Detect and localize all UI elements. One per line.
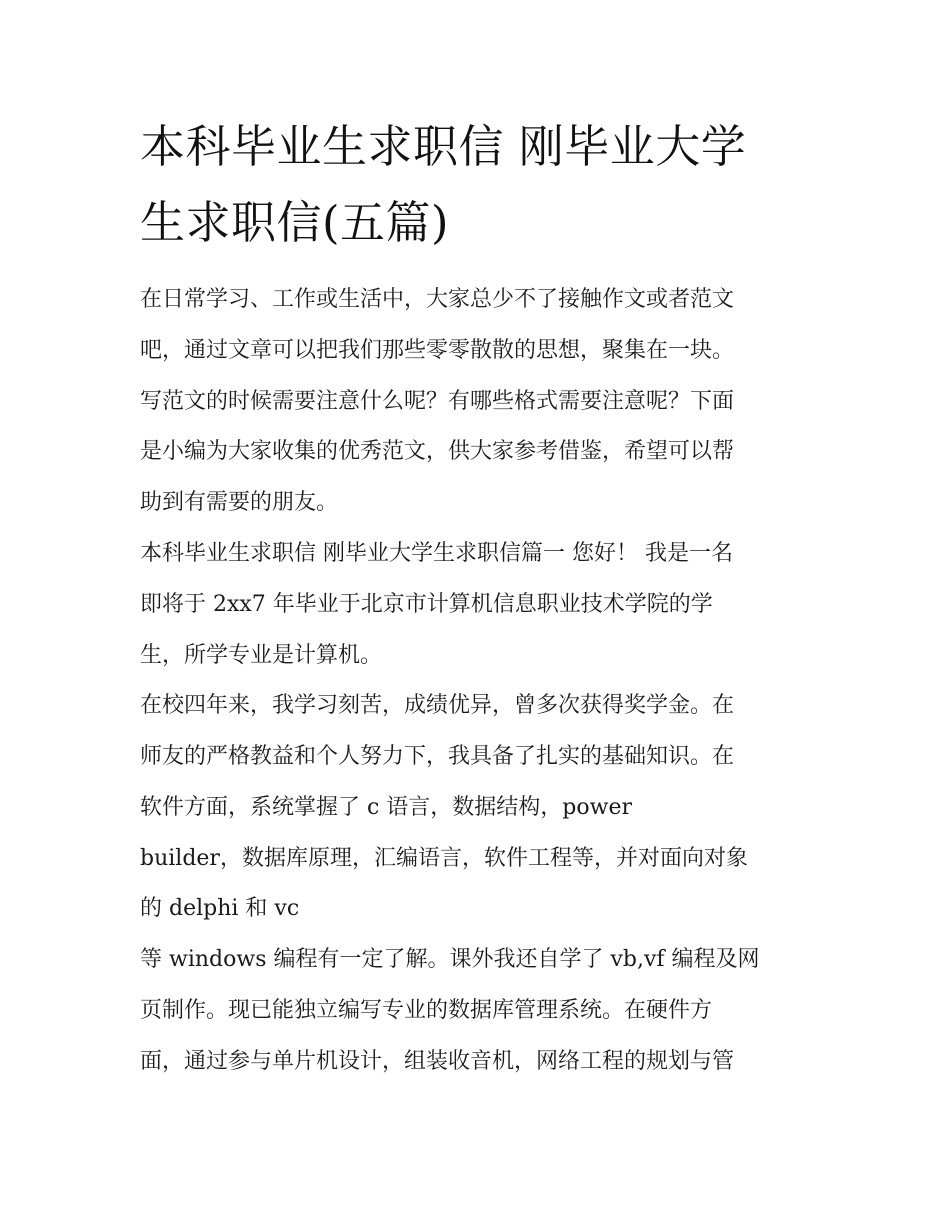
paragraph-line: 软件方面，系统掌握了 c 语言，数据结构，power <box>140 795 633 820</box>
paragraph-line: 写范文的时候需要注意什么呢？有哪些格式需要注意呢？下面 <box>140 389 735 414</box>
paragraph-line: 生，所学专业是计算机。 <box>140 643 383 668</box>
document-title-line-2: 生求职信(五篇) <box>140 196 450 249</box>
paragraph-line: 的 delphi 和 vc <box>140 896 300 921</box>
paragraph-line: 吧，通过文章可以把我们那些零零散散的思想，聚集在一块。 <box>140 338 735 363</box>
paragraph-line: 等 windows 编程有一定了解。课外我还自学了 vb,vf 编程及网 <box>140 947 760 972</box>
paragraph-line: 在日常学习、工作或生活中，大家总少不了接触作文或者范文 <box>140 287 735 312</box>
paragraph-line: 师友的严格教益和个人努力下，我具备了扎实的基础知识。在 <box>140 744 735 769</box>
paragraph-line: 助到有需要的朋友。 <box>140 490 339 515</box>
paragraph-line: 面，通过参与单片机设计，组装收音机，网络工程的规划与管 <box>140 1049 735 1074</box>
paragraph-line: 本科毕业生求职信 刚毕业大学生求职信篇一 您好！ 我是一名 <box>140 541 733 566</box>
paragraph-line: 在校四年来，我学习刻苦，成绩优异，曾多次获得奖学金。在 <box>140 693 735 718</box>
paragraph-line: builder，数据库原理，汇编语言，软件工程等，并对面向对象 <box>140 846 748 871</box>
document-title-line-1: 本科毕业生求职信 刚毕业大学 <box>140 120 747 173</box>
paragraph-line: 页制作。现已能独立编写专业的数据库管理系统。在硬件方 <box>140 998 713 1023</box>
paragraph-line: 是小编为大家收集的优秀范文，供大家参考借鉴，希望可以帮 <box>140 439 735 464</box>
paragraph-line: 即将于 2xx7 年毕业于北京市计算机信息职业技术学院的学 <box>140 592 713 617</box>
